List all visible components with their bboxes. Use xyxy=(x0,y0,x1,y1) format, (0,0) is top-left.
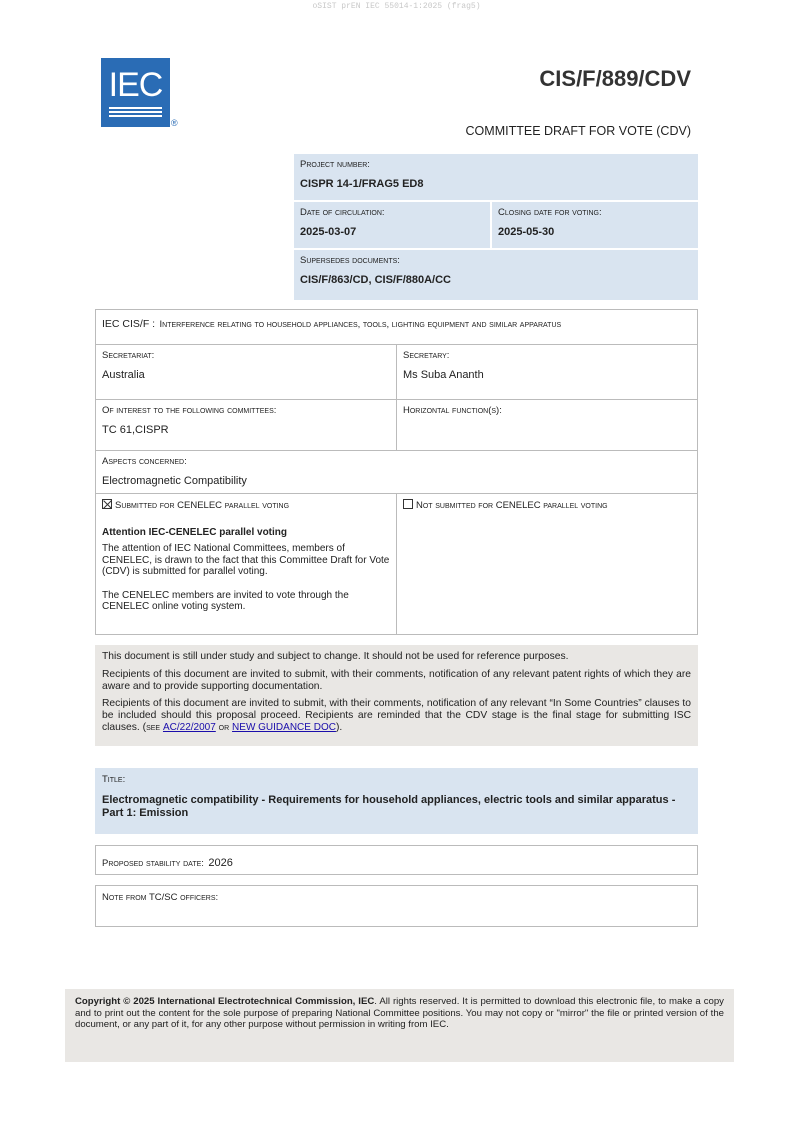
notice-box xyxy=(95,645,698,746)
note-box xyxy=(95,885,698,927)
interest-value: TC 61,CISPR xyxy=(102,424,169,436)
document-reference: CIS/F/889/CDV xyxy=(539,66,691,91)
circulation-date-value: 2025-03-07 xyxy=(300,226,357,238)
notice-paragraph-3: Recipients of this document are invited to submit, with their comments, notification of any relevant “In Some Countries” clauses to be included should this proposal proceed. Recipients are reminded that the CDV stage is the final stage for submitting ISC clauses. (see AC/22/2007 or NEW GUIDANCE DOC). xyxy=(102,698,691,734)
secretariat-value: Australia xyxy=(102,369,145,381)
closing-date-cell xyxy=(492,202,698,248)
not-submitted-cell xyxy=(396,494,697,634)
copyright-text: Copyright © 2025 International Electrotechnical Commission, IEC. All rights reserved. It is permitted to download this electronic file, to make a copy and to print out the content for the sole purpose of preparing National Committee positions. You may not copy or "mirror" the file or printed version of the document, or any part of it, for any other purpose without permission in writing from IEC. xyxy=(75,996,724,1030)
supersedes-value: CIS/F/863/CD, CIS/F/880A/CC xyxy=(300,274,451,286)
logo-lines xyxy=(109,107,162,119)
interest-cell xyxy=(96,400,396,450)
parallel-voting-cell xyxy=(96,494,396,634)
logo-text: IEC xyxy=(108,66,163,104)
committee-name: Interference relating to household appliances, tools, lighting equipment and similar apparatus xyxy=(159,319,562,330)
notice-paragraph-1: This document is still under study and subject to change. It should not be used for reference purposes. xyxy=(102,651,569,662)
secretariat-label: Secretariat: xyxy=(102,350,155,361)
aspects-cell xyxy=(96,451,697,493)
secretary-label: Secretary: xyxy=(403,350,450,361)
copyright-box xyxy=(65,989,734,1062)
committee-table xyxy=(95,309,698,635)
watermark: oSIST prEN IEC 55014-1:2025 (frag5) xyxy=(312,2,481,11)
secretary-value: Ms Suba Ananth xyxy=(403,369,484,381)
project-info-block xyxy=(294,154,698,300)
secretary-cell xyxy=(396,345,697,399)
document-type: COMMITTEE DRAFT FOR VOTE (CDV) xyxy=(465,124,691,138)
closing-date-label: Closing date for voting: xyxy=(498,207,602,218)
horizontal-function-cell xyxy=(396,400,697,450)
project-number-value: CISPR 14-1/FRAG5 ED8 xyxy=(300,178,424,190)
new-guidance-doc-link[interactable]: NEW GUIDANCE DOC xyxy=(232,722,336,734)
project-number-label: Project number: xyxy=(300,159,370,170)
not-submitted-checkbox[interactable] xyxy=(403,499,413,509)
horizontal-function-label: Horizontal function(s): xyxy=(403,405,502,416)
closing-date-value: 2025-05-30 xyxy=(498,226,555,238)
attention-paragraph-2: The CENELEC members are invited to vote through the CENELEC online voting system. xyxy=(102,589,349,612)
copyright-bold: Copyright © 2025 International Electrotechnical Commission, IEC xyxy=(75,996,375,1007)
title-label: Title: xyxy=(102,774,126,785)
aspects-label: Aspects concerned: xyxy=(102,456,187,467)
aspects-value: Electromagnetic Compatibility xyxy=(102,475,247,487)
submitted-label: Submitted for CENELEC parallel voting xyxy=(115,500,290,511)
committee-prefix: IEC CIS/F : xyxy=(102,318,156,330)
project-number-cell xyxy=(294,154,698,200)
circulation-date-cell xyxy=(294,202,490,248)
attention-paragraph-1: The attention of IEC National Committees, members of CENELEC, is drawn to the fact that this Committee Draft for Vote (CDV) is submitted for parallel voting. xyxy=(102,543,390,577)
not-submitted-label: Not submitted for CENELEC parallel voting xyxy=(416,500,608,511)
supersedes-cell xyxy=(294,250,698,300)
circulation-date-label: Date of circulation: xyxy=(300,207,385,218)
notice-paragraph-2: Recipients of this document are invited to submit, with their comments, notification of any relevant patent rights of which they are aware and to provide supporting documentation. xyxy=(102,668,691,692)
note-label: Note from TC/SC officers: xyxy=(102,892,219,903)
attention-title: Attention IEC-CENELEC parallel voting xyxy=(102,527,288,538)
secretariat-cell xyxy=(96,345,396,399)
stability-date-value: 2026 xyxy=(208,857,233,869)
stability-date-label: Proposed stability date: xyxy=(102,858,204,869)
committee-row xyxy=(96,310,697,345)
title-box xyxy=(95,768,698,834)
ac-22-2007-link[interactable]: AC/22/2007 xyxy=(162,722,216,734)
submitted-checkbox[interactable] xyxy=(102,499,112,509)
iec-logo xyxy=(101,58,170,127)
supersedes-label: Supersedes documents: xyxy=(300,255,400,266)
interest-label: Of interest to the following committees: xyxy=(102,405,277,416)
document-title: Electromagnetic compatibility - Requirements for household appliances, electric tools and similar apparatus - Part 1: Emission xyxy=(102,794,676,820)
stability-date-box xyxy=(95,845,698,875)
registered-mark: ® xyxy=(171,118,178,128)
